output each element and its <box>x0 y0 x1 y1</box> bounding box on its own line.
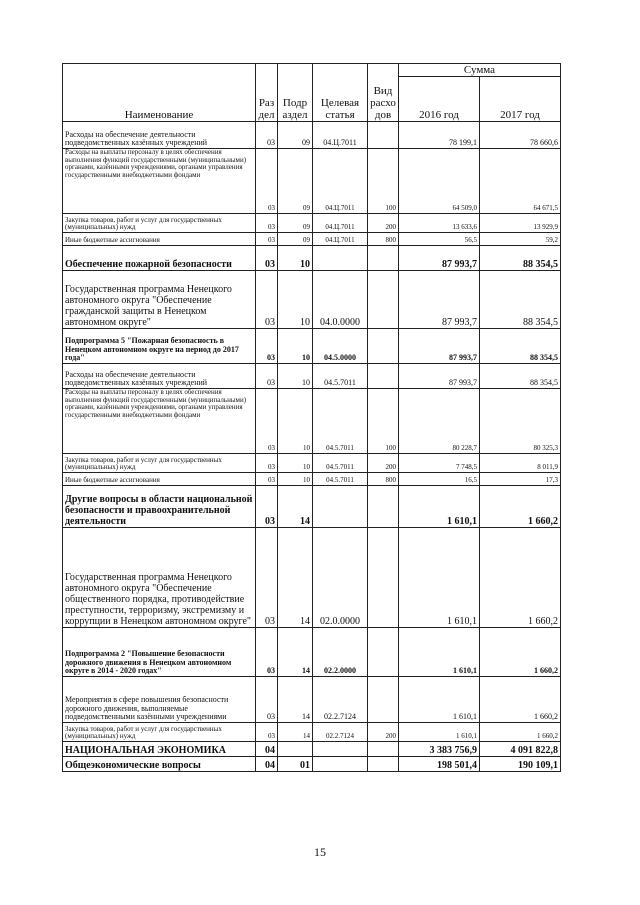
cell-razdel: 03 <box>256 473 278 486</box>
table-row <box>63 233 561 246</box>
cell-sum-2017: 1 660,2 <box>480 528 561 628</box>
table-row <box>63 486 561 528</box>
cell-vid-raskhodov: 800 <box>368 233 399 246</box>
header-year-2017: 2017 год <box>480 77 561 122</box>
cell-sum-2016: 64 509,0 <box>399 149 480 214</box>
cell-podrazdel: 09 <box>278 149 313 214</box>
cell-sum-2016: 198 501,4 <box>399 757 480 772</box>
cell-sum-2017: 59,2 <box>480 233 561 246</box>
cell-sum-2017: 17,3 <box>480 473 561 486</box>
cell-razdel: 03 <box>256 486 278 528</box>
header-vid-raskhodov: Вид расхо дов <box>368 64 399 122</box>
table-row <box>63 149 561 214</box>
cell-razdel: 03 <box>256 122 278 149</box>
cell-sum-2017: 1 660,2 <box>480 486 561 528</box>
header-summa: Сумма <box>399 64 561 77</box>
cell-sum-2016: 1 610,1 <box>399 528 480 628</box>
cell-vid-raskhodov <box>368 122 399 149</box>
cell-sum-2016: 80 228,7 <box>399 389 480 454</box>
table-body <box>63 122 561 772</box>
cell-celevaya-statya: 04.Ц.7011 <box>313 214 368 233</box>
header-year-2016: 2016 год <box>399 77 480 122</box>
cell-vid-raskhodov: 200 <box>368 723 399 742</box>
table-row <box>63 271 561 329</box>
cell-sum-2017: 80 325,3 <box>480 389 561 454</box>
header-name: Наименование <box>63 64 256 122</box>
cell-sum-2016: 56,5 <box>399 233 480 246</box>
cell-celevaya-statya: 04.Ц.7011 <box>313 233 368 246</box>
cell-vid-raskhodov <box>368 628 399 677</box>
cell-name: Расходы на обеспечение деятельности подведомственных казённых учреждений <box>63 364 256 389</box>
table-row <box>63 454 561 473</box>
cell-sum-2017: 78 660,6 <box>480 122 561 149</box>
cell-vid-raskhodov <box>368 757 399 772</box>
cell-razdel: 03 <box>256 149 278 214</box>
cell-podrazdel: 10 <box>278 329 313 364</box>
cell-name: Закупка товаров, работ и услуг для государственных (муниципальных) нужд <box>63 454 256 473</box>
cell-celevaya-statya: 04.5.7011 <box>313 364 368 389</box>
cell-name: Государственная программа Ненецкого автономного округа "Обеспечение гражданской защиты в Ненецком автономном округе" <box>63 271 256 329</box>
cell-sum-2017: 88 354,5 <box>480 246 561 271</box>
cell-name: Обеспечение пожарной безопасности <box>63 246 256 271</box>
cell-sum-2016: 7 748,5 <box>399 454 480 473</box>
cell-razdel: 04 <box>256 757 278 772</box>
cell-vid-raskhodov <box>368 246 399 271</box>
cell-podrazdel: 10 <box>278 454 313 473</box>
cell-name: Иные бюджетные ассигнования <box>63 233 256 246</box>
cell-podrazdel: 10 <box>278 389 313 454</box>
cell-celevaya-statya <box>313 757 368 772</box>
cell-podrazdel: 14 <box>278 528 313 628</box>
cell-sum-2016: 1 610,1 <box>399 677 480 723</box>
cell-razdel: 03 <box>256 329 278 364</box>
cell-sum-2017: 88 354,5 <box>480 329 561 364</box>
cell-vid-raskhodov: 100 <box>368 149 399 214</box>
cell-name: Расходы на выплаты персоналу в целях обеспечения выполнения функций государственными (муниципальными) органами, казёнными учреждениями, органами управления государственными внебюджетными фондами <box>63 389 256 454</box>
cell-sum-2016: 87 993,7 <box>399 271 480 329</box>
cell-podrazdel: 09 <box>278 214 313 233</box>
table-row <box>63 122 561 149</box>
cell-name: Государственная программа Ненецкого автономного округа "Обеспечение общественного порядка, противодействие преступности, терроризму, экстремизму и коррупции в Ненецком автономном округе" <box>63 528 256 628</box>
cell-celevaya-statya: 02.0.0000 <box>313 528 368 628</box>
cell-celevaya-statya: 04.Ц.7011 <box>313 122 368 149</box>
table-row <box>63 246 561 271</box>
cell-razdel: 03 <box>256 271 278 329</box>
cell-vid-raskhodov: 200 <box>368 454 399 473</box>
table-header-row <box>63 64 561 77</box>
cell-razdel: 03 <box>256 677 278 723</box>
table-row <box>63 389 561 454</box>
cell-name: Расходы на выплаты персоналу в целях обеспечения выполнения функций государственными (муниципальными) органами, казёнными учреждениями, органами управления государственными внебюджетными фондами <box>63 149 256 214</box>
cell-razdel: 03 <box>256 723 278 742</box>
cell-celevaya-statya: 04.5.7011 <box>313 454 368 473</box>
cell-name: Мероприятия в сфере повышения безопасности дорожного движения, выполняемые подведомственными казёнными учреждениями <box>63 677 256 723</box>
cell-name: Общеэкономические вопросы <box>63 757 256 772</box>
cell-sum-2016: 1 610,1 <box>399 628 480 677</box>
cell-podrazdel: 09 <box>278 122 313 149</box>
cell-razdel: 03 <box>256 454 278 473</box>
table-row <box>63 329 561 364</box>
cell-podrazdel: 10 <box>278 473 313 486</box>
cell-celevaya-statya: 04.5.0000 <box>313 329 368 364</box>
cell-celevaya-statya: 02.2.7124 <box>313 677 368 723</box>
cell-vid-raskhodov <box>368 528 399 628</box>
cell-sum-2016: 87 993,7 <box>399 364 480 389</box>
header-razdel: Раз дел <box>256 64 278 122</box>
cell-sum-2017: 1 660,2 <box>480 677 561 723</box>
cell-celevaya-statya: 02.2.0000 <box>313 628 368 677</box>
cell-sum-2017: 1 660,2 <box>480 628 561 677</box>
table-row <box>63 677 561 723</box>
cell-vid-raskhodov: 800 <box>368 473 399 486</box>
cell-sum-2017: 13 929,9 <box>480 214 561 233</box>
cell-celevaya-statya <box>313 486 368 528</box>
cell-sum-2016: 87 993,7 <box>399 246 480 271</box>
cell-name: НАЦИОНАЛЬНАЯ ЭКОНОМИКА <box>63 742 256 757</box>
cell-sum-2016: 1 610,1 <box>399 486 480 528</box>
table-row <box>63 742 561 757</box>
cell-celevaya-statya: 02.2.7124 <box>313 723 368 742</box>
cell-razdel: 03 <box>256 364 278 389</box>
cell-sum-2016: 78 199,1 <box>399 122 480 149</box>
cell-sum-2016: 87 993,7 <box>399 329 480 364</box>
table-row <box>63 628 561 677</box>
cell-razdel: 03 <box>256 389 278 454</box>
cell-podrazdel: 10 <box>278 246 313 271</box>
table-row <box>63 364 561 389</box>
table-row <box>63 214 561 233</box>
cell-podrazdel <box>278 742 313 757</box>
cell-sum-2017: 8 011,9 <box>480 454 561 473</box>
cell-podrazdel: 14 <box>278 677 313 723</box>
cell-podrazdel: 10 <box>278 364 313 389</box>
cell-sum-2016: 16,5 <box>399 473 480 486</box>
cell-celevaya-statya <box>313 246 368 271</box>
cell-sum-2017: 1 660,2 <box>480 723 561 742</box>
cell-celevaya-statya <box>313 742 368 757</box>
cell-sum-2016: 3 383 756,9 <box>399 742 480 757</box>
cell-podrazdel: 10 <box>278 271 313 329</box>
cell-celevaya-statya: 04.Ц.7011 <box>313 149 368 214</box>
cell-celevaya-statya: 04.5.7011 <box>313 473 368 486</box>
cell-razdel: 03 <box>256 233 278 246</box>
cell-vid-raskhodov <box>368 742 399 757</box>
table-row <box>63 757 561 772</box>
page-number: 15 <box>314 845 326 859</box>
cell-name: Другие вопросы в области национальной безопасности и правоохранительной деятельности <box>63 486 256 528</box>
cell-vid-raskhodov: 100 <box>368 389 399 454</box>
cell-name: Закупка товаров, работ и услуг для государственных (муниципальных) нужд <box>63 214 256 233</box>
cell-vid-raskhodov <box>368 677 399 723</box>
cell-vid-raskhodov <box>368 329 399 364</box>
table-row <box>63 473 561 486</box>
table-row <box>63 528 561 628</box>
cell-sum-2016: 1 610,1 <box>399 723 480 742</box>
cell-podrazdel: 01 <box>278 757 313 772</box>
cell-name: Подпрограмма 2 "Повышение безопасности дорожного движения в Ненецком автономном округе в 2014 - 2020 годах" <box>63 628 256 677</box>
cell-podrazdel: 14 <box>278 628 313 677</box>
cell-razdel: 04 <box>256 742 278 757</box>
cell-name: Расходы на обеспечение деятельности подведомственных казённых учреждений <box>63 122 256 149</box>
table-row <box>63 723 561 742</box>
budget-table <box>62 63 561 772</box>
cell-podrazdel: 14 <box>278 723 313 742</box>
cell-name: Подпрограмма 5 "Пожарная безопасность в Ненецком автономном округе на период до 2017 года" <box>63 329 256 364</box>
cell-sum-2017: 88 354,5 <box>480 271 561 329</box>
cell-sum-2016: 13 633,6 <box>399 214 480 233</box>
cell-vid-raskhodov: 200 <box>368 214 399 233</box>
cell-sum-2017: 4 091 822,8 <box>480 742 561 757</box>
cell-razdel: 03 <box>256 628 278 677</box>
cell-sum-2017: 88 354,5 <box>480 364 561 389</box>
cell-name: Иные бюджетные ассигнования <box>63 473 256 486</box>
cell-celevaya-statya: 04.5.7011 <box>313 389 368 454</box>
cell-podrazdel: 09 <box>278 233 313 246</box>
cell-vid-raskhodov <box>368 486 399 528</box>
cell-sum-2017: 190 109,1 <box>480 757 561 772</box>
cell-razdel: 03 <box>256 246 278 271</box>
header-podrazdel: Подр аздел <box>278 64 313 122</box>
cell-celevaya-statya: 04.0.0000 <box>313 271 368 329</box>
cell-vid-raskhodov <box>368 271 399 329</box>
cell-razdel: 03 <box>256 214 278 233</box>
header-celevaya-statya: Целевая статья <box>313 64 368 122</box>
cell-name: Закупка товаров, работ и услуг для государственных (муниципальных) нужд <box>63 723 256 742</box>
cell-razdel: 03 <box>256 528 278 628</box>
cell-sum-2017: 64 671,5 <box>480 149 561 214</box>
cell-podrazdel: 14 <box>278 486 313 528</box>
cell-vid-raskhodov <box>368 364 399 389</box>
